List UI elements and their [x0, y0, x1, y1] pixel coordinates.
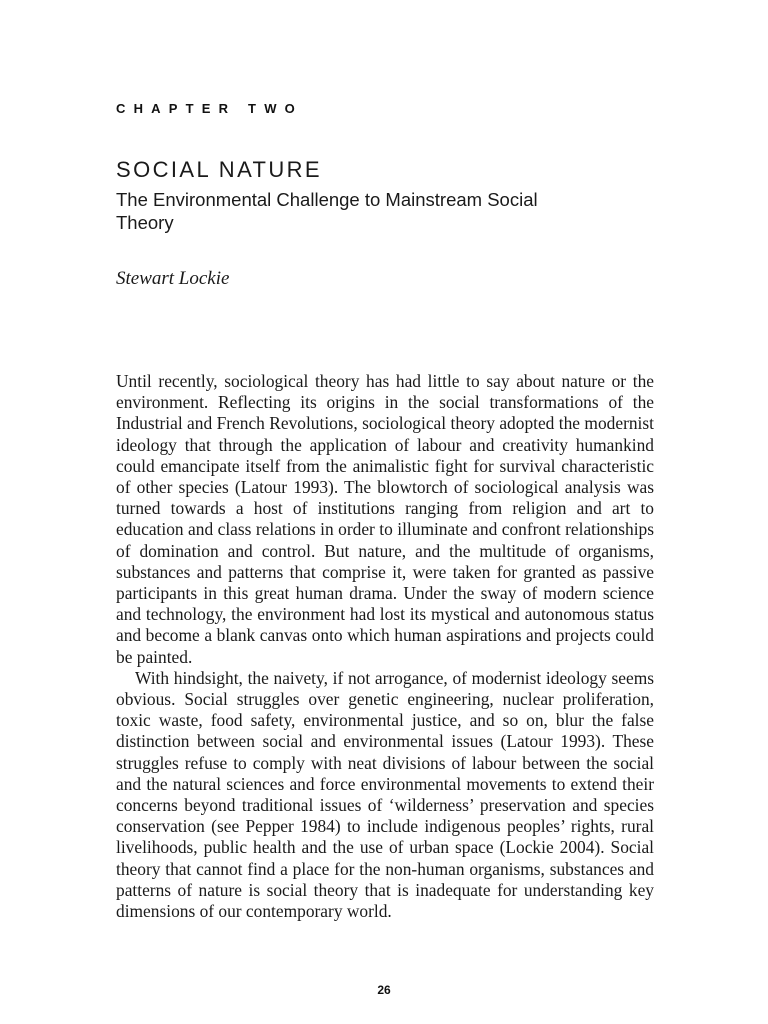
- author-name: Stewart Lockie: [116, 268, 230, 289]
- chapter-title: SOCIAL NATURE: [116, 157, 323, 182]
- chapter-label: CHAPTER TWO: [116, 101, 303, 116]
- chapter-subtitle: The Environmental Challenge to Mainstream Social Theory: [116, 189, 538, 233]
- body-text: [116, 371, 654, 922]
- paragraph-1: Until recently, sociological theory has had little to say about nature or the environment. Reflecting its origins in the social transformations of the Industrial and French Revolutions, sociological theory adopted the modernist ideology that through the application of labour and creativity humankind could emancipate itself from the animalistic fight for survival characteristic of other species (Latour 1993). The blowtorch of sociological analysis was turned towards a host of institutions ranging from religion and art to education and class relations in order to illuminate and confront relationships of domination and control. But nature, and the multitude of organisms, substances and patterns that comprise it, were taken for granted as passive participants in this great human drama. Under the sway of modern science and technology, the environment had lost its mystical and autonomous status and become a blank canvas onto which human aspirations and projects could be painted.: [116, 371, 654, 667]
- paragraph-2: With hindsight, the naivety, if not arrogance, of modernist ideology seems obvious. Social struggles over genetic engineering, nuclear proliferation, toxic waste, food safety, environmental justice, and so on, blur the false distinction between social and environmental issues (Latour 1993). These struggles refuse to comply with neat divisions of labour between the social and the natural sciences and force environmental movements to extend their concerns beyond traditional issues of ‘wilderness’ preservation and species conservation (see Pepper 1984) to include indigenous peoples’ rights, rural livelihoods, public health and the use of urban space (Lockie 2004). Social theory that cannot find a place for the non-human organisms, substances and patterns of nature is social theory that is inadequate for understanding key dimensions of our contemporary world.: [116, 667, 654, 922]
- page-number: 26: [377, 983, 391, 997]
